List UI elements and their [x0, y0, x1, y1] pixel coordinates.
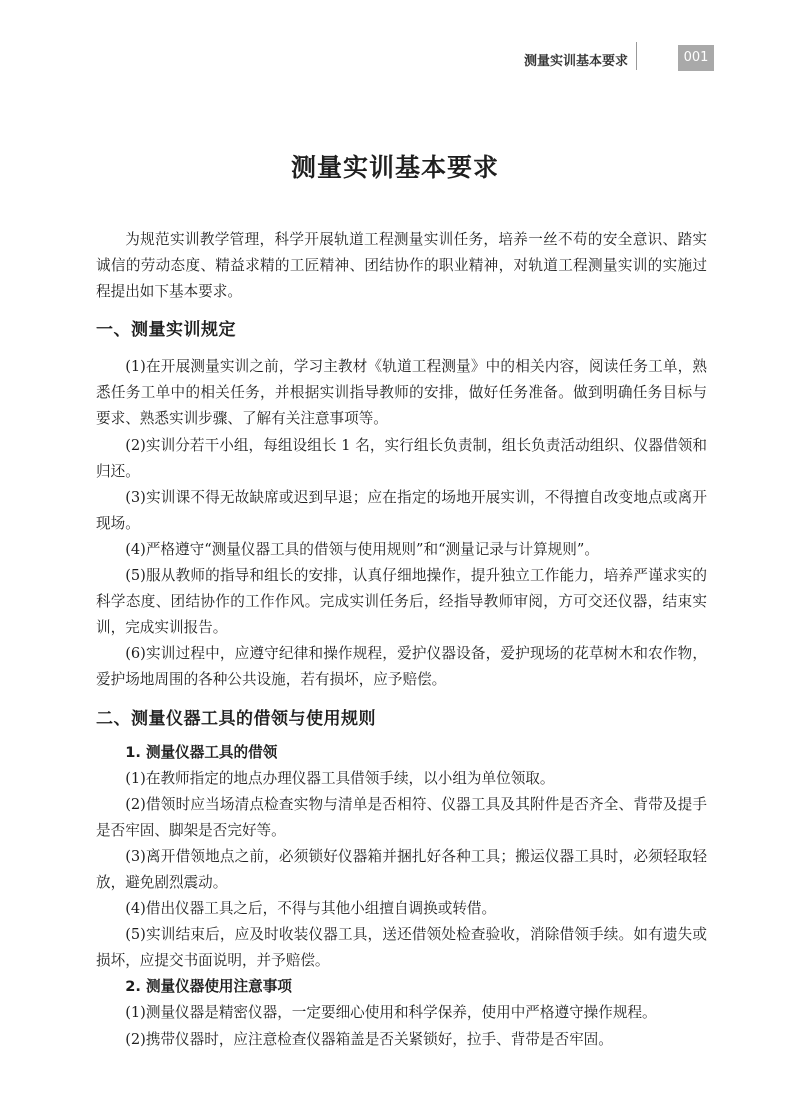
rule-item: (5)服从教师的指导和组长的安排，认真仔细地操作，提升独立工作能力，培养严谨求实的科学态度、团结协作的工作作风。完成实训任务后，经指导教师审阅，方可交还仪器，结束实训，完成实训报告。 [96, 567, 707, 637]
borrowing-item: (5)实训结束后，应及时收装仪器工具，送还借领处检查验收，消除借领手续。如有遗失或损坏，应提交书面说明，并予赔偿。 [96, 926, 707, 970]
rule-item: (2)实训分若干小组，每组设组长 1 名，实行组长负责制，组长负责活动组织、仪器借领和归还。 [96, 436, 707, 480]
section-heading-instrument-rules: 二、测量仪器工具的借领与使用规则 [96, 708, 376, 729]
subsection-heading-usage-notes: 2. 测量仪器使用注意事项 [125, 978, 292, 996]
borrowing-item: (2)借领时应当场清点检查实物与清单是否相符、仪器工具及其附件是否齐全、背带及提手是否牢固、脚架是否完好等。 [96, 795, 707, 839]
rule-item: (4)严格遵守“测量仪器工具的借领与使用规则”和“测量记录与计算规则”。 [125, 540, 599, 558]
page-number-badge: 001 [678, 45, 714, 71]
borrowing-item: (3)离开借领地点之前，必须锁好仪器箱并捆扎好各种工具；搬运仪器工具时，必须轻取轻放，避免剧烈震动。 [96, 847, 707, 891]
borrowing-item: (4)借出仪器工具之后，不得与其他小组擅自调换或转借。 [125, 900, 497, 918]
document-title: 测量实训基本要求 [290, 153, 499, 182]
usage-item: (2)携带仪器时，应注意检查仪器箱盖是否关紧锁好，拉手、背带是否牢固。 [125, 1030, 613, 1048]
intro-paragraph: 为规范实训教学管理，科学开展轨道工程测量实训任务，培养一丝不苟的安全意识、踏实诚信的劳动态度、精益求精的工匠精神、团结协作的职业精神，对轨道工程测量实训的实施过程提出如下基本要求。 [96, 231, 707, 301]
section-heading-training-rules: 一、测量实训规定 [96, 320, 236, 341]
running-header-title: 测量实训基本要求 [523, 54, 628, 69]
header-divider [636, 42, 637, 70]
subsection-heading-borrowing: 1. 测量仪器工具的借领 [125, 743, 278, 761]
rule-item: (3)实训课不得无故缺席或迟到早退；应在指定的场地开展实训，不得擅自改变地点或离开现场。 [96, 488, 707, 532]
document-body [96, 227, 707, 1053]
rule-item: (1)在开展测量实训之前，学习主教材《轨道工程测量》中的相关内容，阅读任务工单，熟悉任务工单中的相关任务，并根据实训指导教师的安排，做好任务准备。做到明确任务目标与要求、熟悉实训步骤、了解有关注意事项等。 [96, 358, 707, 428]
usage-item: (1)测量仪器是精密仪器，一定要细心使用和科学保养，使用中严格遵守操作规程。 [125, 1004, 657, 1022]
rule-item: (6)实训过程中，应遵守纪律和操作规程，爱护仪器设备，爱护现场的花草树木和农作物，爱护场地周围的各种公共设施，若有损坏，应予赔偿。 [96, 645, 707, 689]
borrowing-item: (1)在教师指定的地点办理仪器工具借领手续，以小组为单位领取。 [125, 769, 555, 787]
